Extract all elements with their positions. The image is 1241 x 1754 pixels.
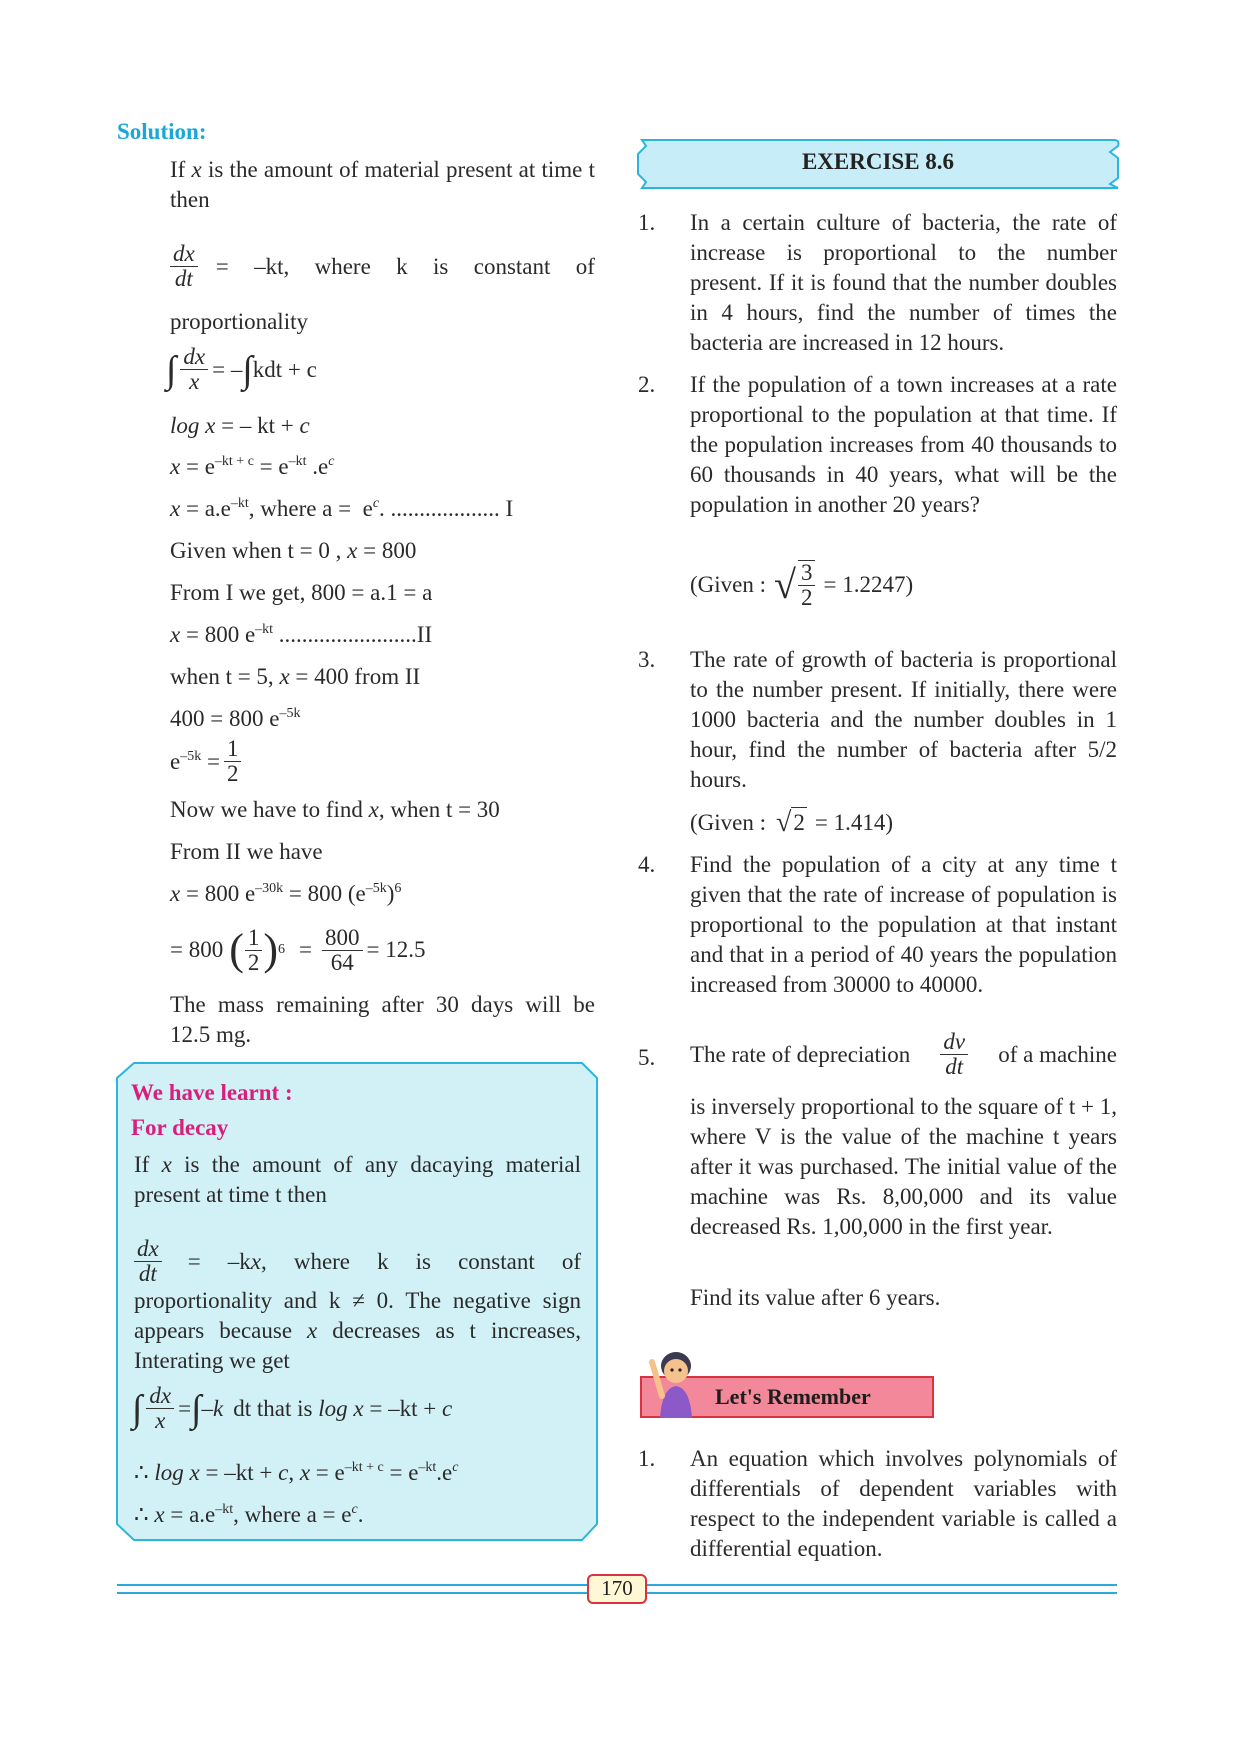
solution-line: $x = e^{-kt + c} = e^{-kt}$ $.e^c$ bbox=[170, 454, 335, 479]
solution-line: From I we get, 800 = a.1 = a bbox=[170, 580, 433, 605]
fraction-dx-x: $\frac{dx}{x}$ bbox=[146, 1384, 174, 1433]
question-5: is inversely proportional to the square of t + 1, where V is the value of the machine t years after it was purchased. The initial value of the machine was Rs. 8,00,000 and its value decreased Rs. 1,00,000 in the first year. bbox=[690, 1094, 1117, 1239]
question-number: 5. bbox=[638, 1045, 656, 1070]
fraction-3-2: $\frac{3}{2}$ bbox=[798, 560, 816, 610]
exercise-title: EXERCISE 8.6 bbox=[801, 149, 955, 174]
solution-line: 400 = 800 $e^{-5k}$ bbox=[170, 706, 301, 731]
solution-line: Now we have to find x, when t = 30 bbox=[170, 797, 500, 822]
fraction-dv-dt: $\frac{dv}{dt}$ bbox=[940, 1030, 968, 1079]
solution-line: Given when t = 0 , x = 800 bbox=[170, 538, 417, 563]
solution-conclusion: The mass remaining after 30 days will be 12.5 mg. bbox=[170, 992, 595, 1047]
question-5-find: Find its value after 6 years. bbox=[690, 1285, 941, 1310]
remember-number: 1. bbox=[638, 1446, 656, 1471]
question-1: In a certain culture of bacteria, the rate of increase is proportional to the number present. If it is found that the number doubles in 4 hours, find the number of times the bacteria are increased in 12 hours. bbox=[690, 210, 1117, 355]
boy-pointing-icon bbox=[646, 1346, 704, 1422]
fraction-dx-dt: $\frac{dx}{dt}$ bbox=[170, 242, 198, 291]
solution-line: x = 800 $e^{-kt}$ ........................II bbox=[170, 622, 433, 647]
solution-line: If x is the amount of material present at time t then bbox=[170, 157, 595, 212]
question-2-given: (Given : √ $\frac{3}{2}$ = 1.2247) bbox=[690, 560, 914, 610]
square-root-icon: √ bbox=[774, 562, 796, 607]
square-root-icon: √ bbox=[776, 806, 792, 838]
solution-line: when t = 5, x = 400 from II bbox=[170, 664, 421, 689]
learnt-paragraph: proportionality and k ≠ 0. The negative sign appears because x decreases as t increases, Interating we get bbox=[134, 1288, 581, 1373]
question-number: 3. bbox=[638, 647, 656, 672]
learnt-eq-dxdt: $\frac{dx}{dt}$ = –kx, where k is constant of bbox=[134, 1237, 581, 1286]
question-4: Find the population of a city at any time t given that the rate of increase of population is proportional to the population at that instant and that in a period of 40 years the population increased from 30000 to 40000. bbox=[690, 852, 1117, 997]
question-number: 1. bbox=[638, 210, 656, 235]
learnt-line: ∴ $x = a.e^{-kt}$, where $a = e^c$. bbox=[134, 1502, 364, 1527]
integral-icon: ∫ bbox=[191, 1387, 202, 1430]
question-3: The rate of growth of bacteria is proportional to the number present. If initially, there were 1000 bacteria and the number doubles in 1 hour, find the number of bacteria after 5/2 hours. bbox=[690, 647, 1117, 792]
learnt-heading: We have learnt : bbox=[131, 1080, 293, 1105]
question-number: 4. bbox=[638, 852, 656, 877]
question-5-start: The rate of depreciation $\frac{dv}{dt}$ of a machine bbox=[690, 1029, 1117, 1079]
learnt-subheading: For decay bbox=[131, 1115, 229, 1140]
remember-item-1: An equation which involves polynomials of differentials of dependent variables with respect to the independent variable is called a differential equation. bbox=[690, 1446, 1117, 1561]
integral-icon: ∫ bbox=[242, 348, 253, 391]
solution-eq-half: $e^{-5k}$ = $\frac{1}{2}$ bbox=[170, 737, 245, 786]
solution-eq-integral: ∫ $\frac{dx}{x}$ = – ∫ kdt + c bbox=[166, 344, 317, 394]
question-3-given: (Given : √ 2 = 1.414) bbox=[690, 806, 894, 838]
solution-heading: Solution: bbox=[117, 119, 207, 144]
integral-icon: ∫ bbox=[166, 348, 177, 391]
fraction-dx-dt: $\frac{dx}{dt}$ bbox=[134, 1237, 162, 1286]
fraction-1-2: $\frac{1}{2}$ bbox=[224, 737, 242, 786]
question-2: If the population of a town increases at a rate proportional to the population at that time. If the population increases from 40 thousands to 60 thousands in 40 years, what will be the population in another 20 years? bbox=[690, 372, 1117, 517]
question-number: 2. bbox=[638, 372, 656, 397]
remember-title: Let's Remember bbox=[715, 1384, 871, 1409]
learnt-paragraph: If x is the amount of any dacaying material present at time t then bbox=[134, 1152, 581, 1207]
solution-eq-result: = 800 ( $\frac{1}{2}$ ) 6 = $\frac{800}{64}$ = 12.5 bbox=[170, 924, 426, 975]
learnt-line: ∴ log x = –kt + c, $x = e^{-kt + c} = e^{-kt}.e^c$ bbox=[134, 1460, 459, 1485]
solution-line: log x = – kt + c bbox=[170, 413, 310, 438]
solution-line: From II we have bbox=[170, 839, 323, 864]
page-number: 170 bbox=[601, 1576, 633, 1600]
solution-line: x = 800 $e^{-30k} = 800$ $(e^{-5k})^6$ bbox=[170, 881, 402, 906]
fraction-dx-x: $\frac{dx}{x}$ bbox=[180, 345, 208, 394]
learnt-eq-integral: ∫ $\frac{dx}{x}$ = ∫ –k dt that is log x = –kt + c bbox=[132, 1383, 453, 1433]
solution-line: proportionality bbox=[170, 309, 308, 334]
integral-icon: ∫ bbox=[132, 1387, 143, 1430]
solution-eq-dxdt: $\frac{dx}{dt}$ = –kt, where k is constant of bbox=[170, 242, 595, 291]
solution-line: $x = a.e^{-kt}$, where $a = e^c$. ................... I bbox=[170, 496, 514, 521]
